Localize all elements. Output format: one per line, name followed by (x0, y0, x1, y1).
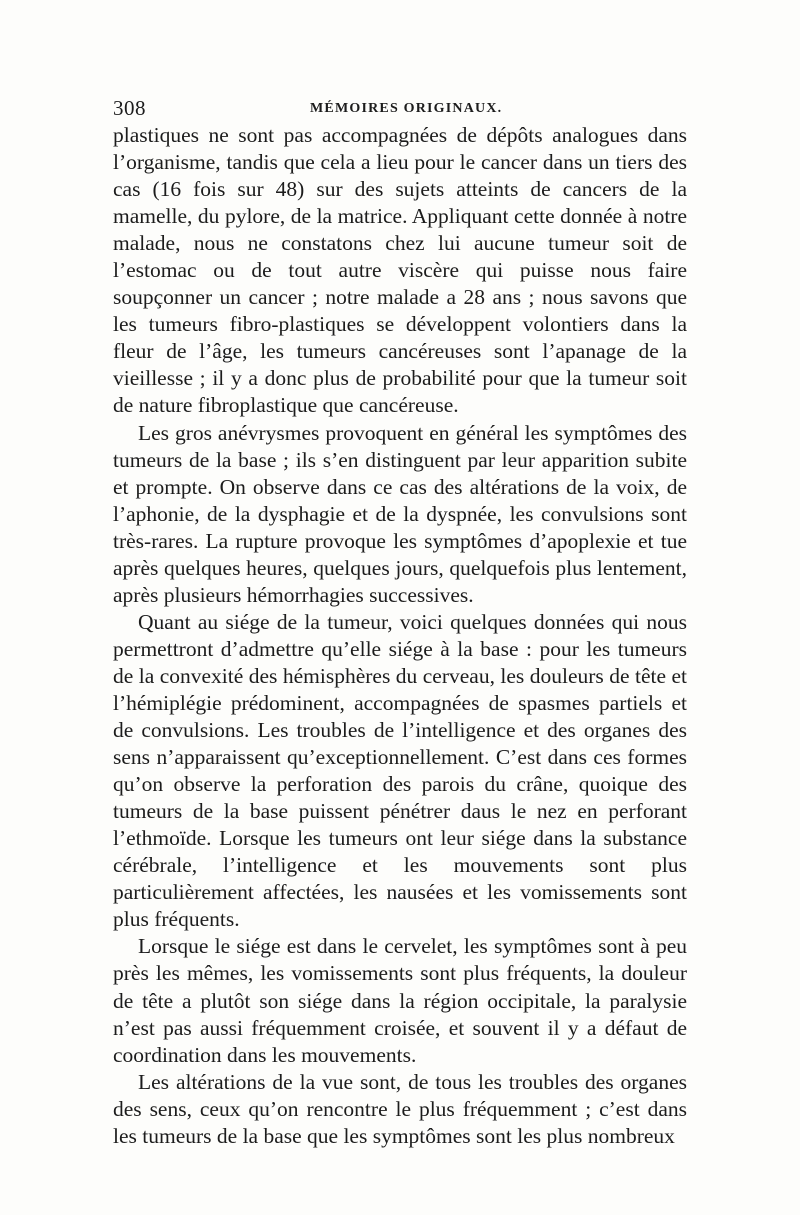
paragraph-tumor-location: Quant au siége de la tumeur, voici quelques données qui nous permettront d’admettre qu’elle siége à la base : pour les tumeurs de la convexité des hémisphères du cerveau, les douleurs de tête et l’hémiplégie prédominent, accompagnées de spasmes partiels et de convulsions. Les troubles de l’intelligence et des organes des sens n’apparaissent qu’exceptionnellement. C’est dans ces formes qu’on observe la perforation des parois du crâne, quoique des tumeurs de la base puissent pénétrer daus le nez en perforant l’ethmoïde. Lorsque les tumeurs ont leur siége dans la substance cérébrale, l’intelligence et les mouvements sont plus particulièrement affectées, les nausées et les vomissements sont plus fréquents. (113, 609, 687, 932)
running-title: MÉMOIRES ORIGINAUX. (310, 101, 503, 116)
paragraph-cerebellum: Lorsque le siége est dans le cervelet, les symptômes sont à peu près les mêmes, les vomissements sont plus fréquents, la douleur de tête a plutôt son siége dans la région occipitale, la paralysie n’est pas aussi fréquemment croisée, et souvent il y a défaut de coordination dans les mouvements. (113, 934, 687, 1067)
paragraph-vision: Les altérations de la vue sont, de tous les troubles des organes des sens, ceux qu’on rencontre le plus fréquemment ; c’est dans les tumeurs de la base que les symptômes sont les plus nombreux (113, 1069, 687, 1148)
page-number: 308 (113, 96, 146, 120)
paragraph-aneurysms: Les gros anévrysmes provoquent en général les symptômes des tumeurs de la base ; ils s’en distinguent par leur apparition subite et prompte. On observe dans ce cas des altérations de la voix, de l’aphonie, de la dysphagie et de la dyspnée, les convulsions sont très-rares. La rupture provoque les symptômes d’apoplexie et tue après quelques heures, quelques jours, quelquefois plus lentement, après plusieurs hémorrhagies successives. (113, 420, 687, 607)
page-header (113, 96, 687, 122)
paragraph-continued: plastiques ne sont pas accompagnées de dépôts analogues dans l’organisme, tandis que cela a lieu pour le cancer dans un tiers des cas (16 fois sur 48) sur des sujets atteints de cancers de la mamelle, du pylore, de la matrice. Appliquant cette donnée à notre malade, nous ne constatons chez lui aucune tumeur soit de l’estomac ou de tout autre viscère qui puisse nous faire soupçonner un cancer ; notre malade a 28 ans ; nous savons que les tumeurs fibro-plastiques se développent volontiers dans la fleur de l’âge, les tumeurs cancéreuses sont l’apanage de la vieillesse ; il y a donc plus de probabilité pour que la tumeur soit de nature fibroplastique que cancéreuse. (113, 123, 687, 418)
body-text (113, 122, 687, 1150)
